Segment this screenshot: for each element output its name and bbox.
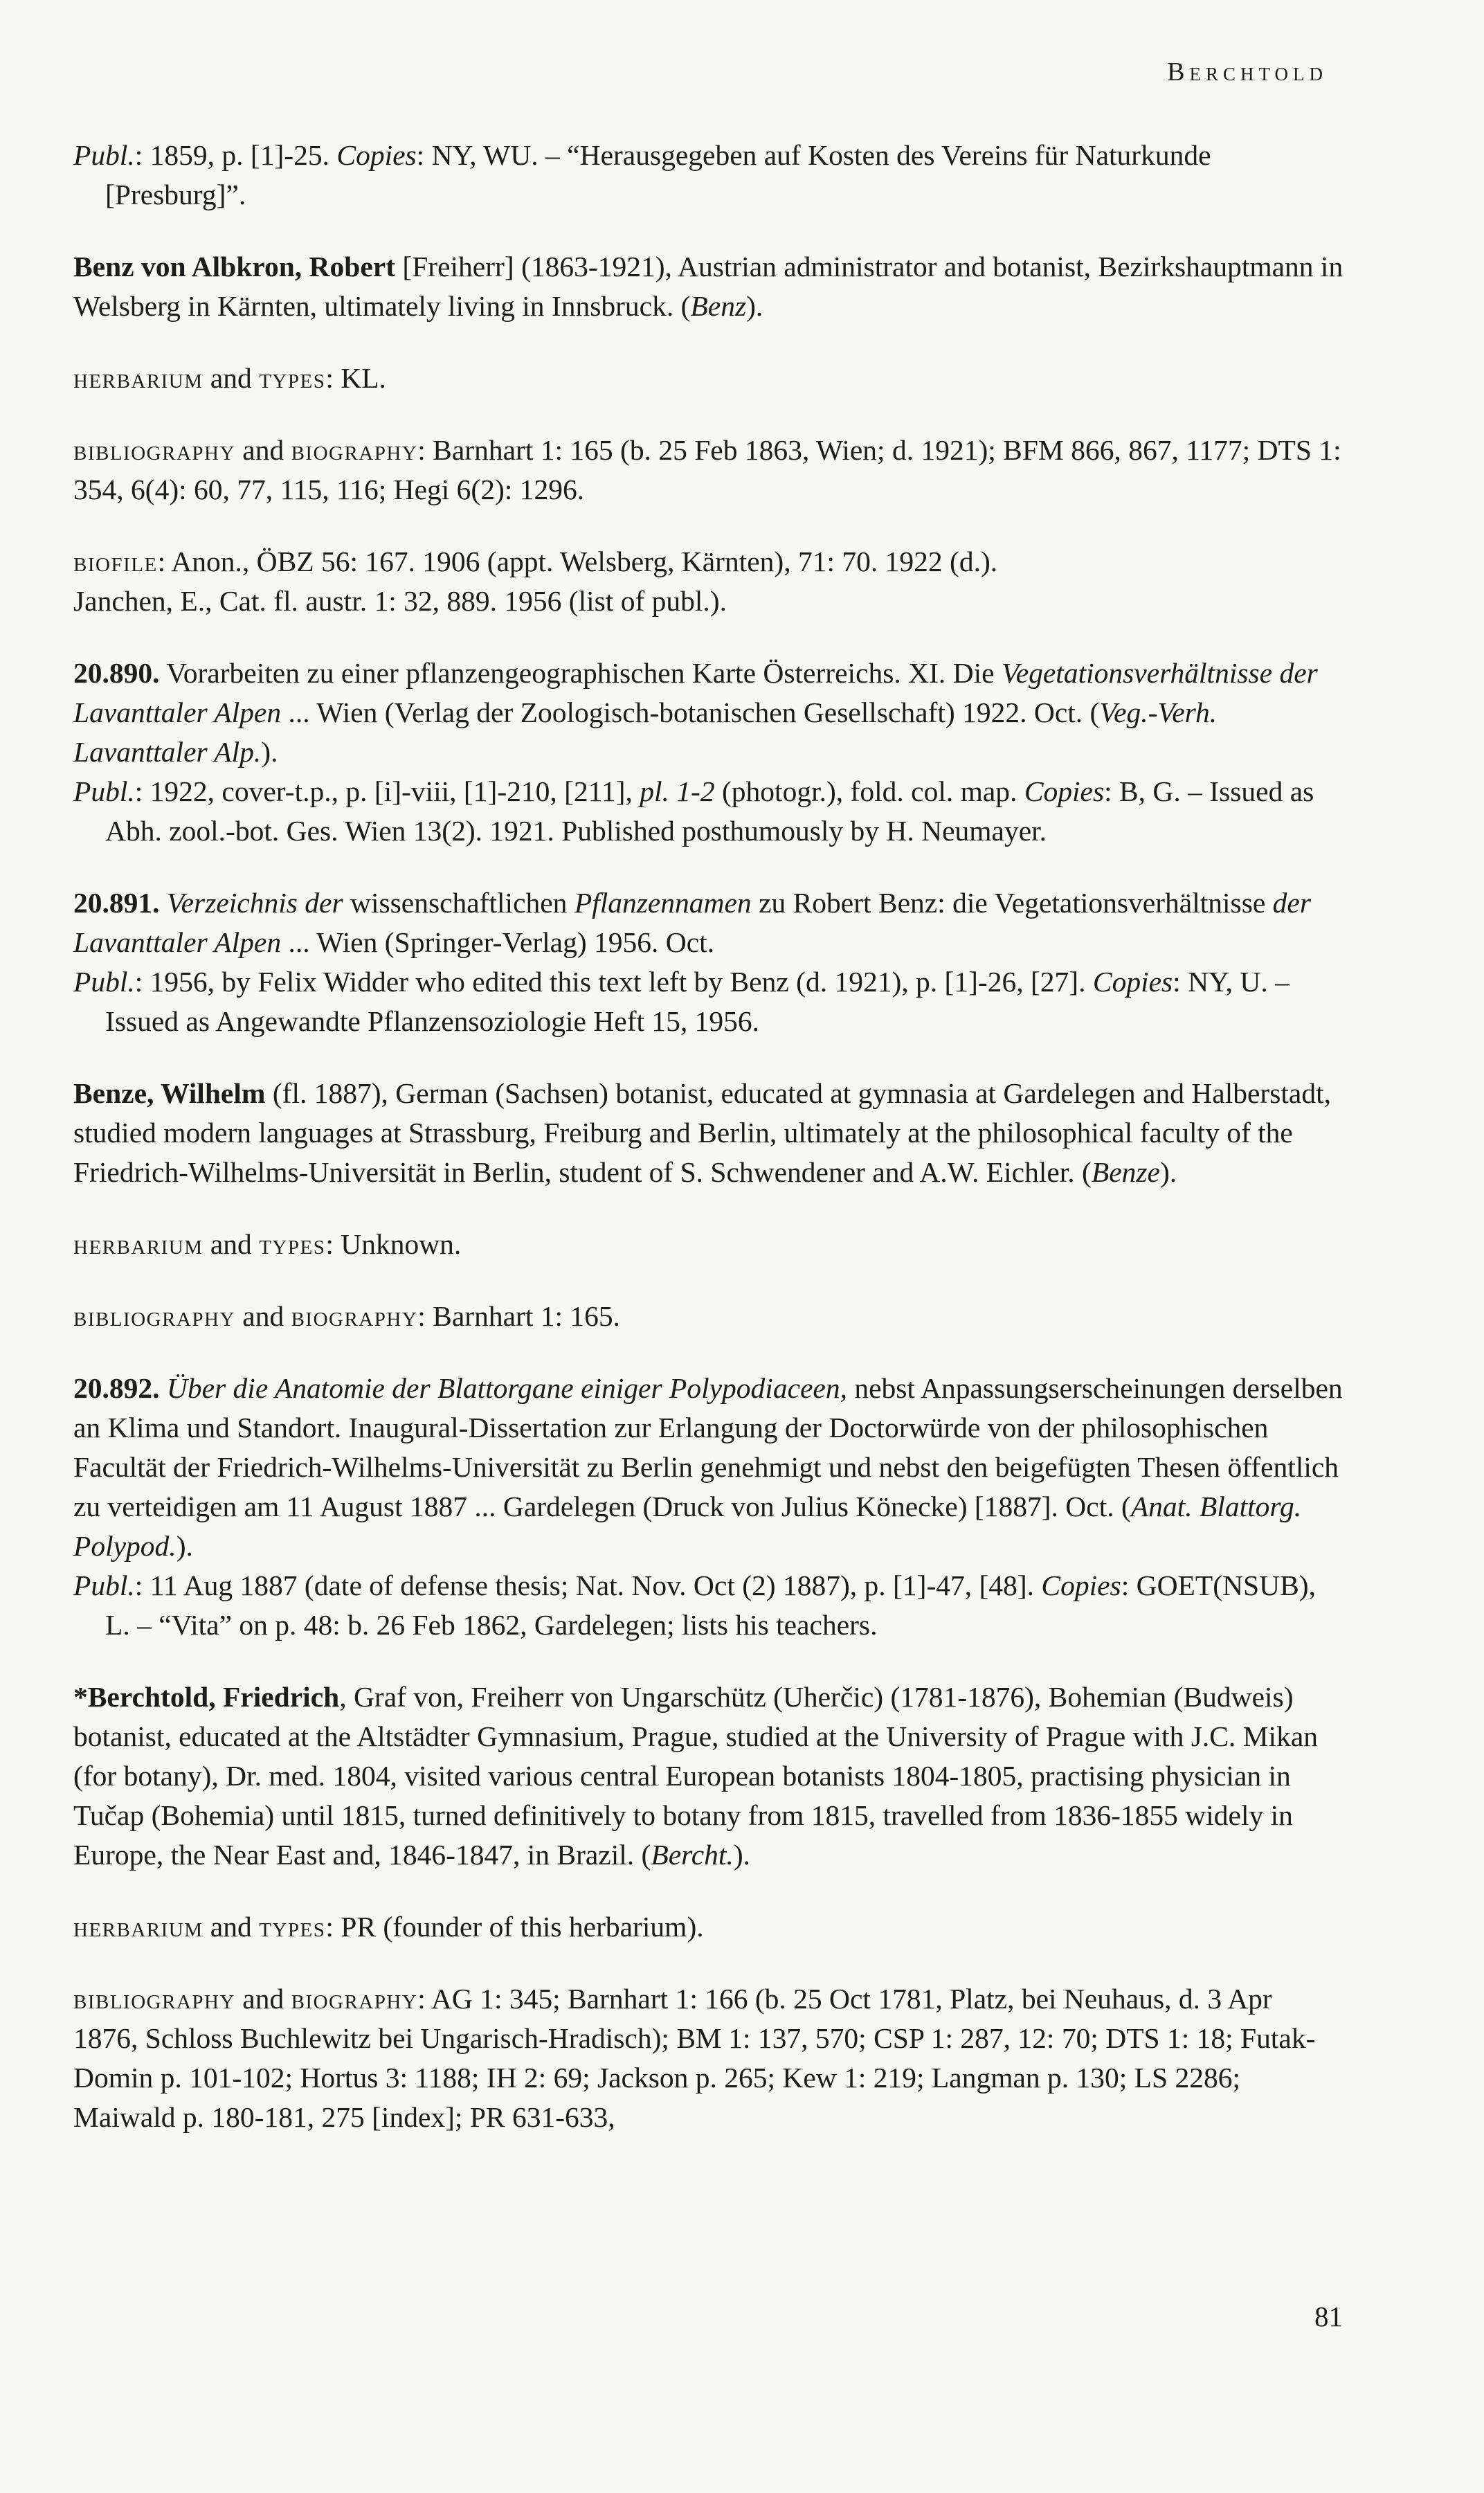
author-abbreviation: Bercht. bbox=[651, 1839, 734, 1871]
section-biofile: biofile: Anon., ÖBZ 56: 167. 1906 (appt. Welsberg, Kärnten), 71: 70. 1922 (d.). Janchen, E., Cat. fl. austr. 1: 32, 889. 1956 (list of publ.). bbox=[73, 546, 998, 617]
work-number: 20.890. bbox=[73, 657, 160, 689]
author-abbreviation: Benze bbox=[1091, 1156, 1160, 1188]
author-entry-benze: Benze, Wilhelm (fl. 1887), German (Sachsen) botanist, educated at gymnasia at Gardelegen and Halberstadt, studied modern languages at Strassburg, Freiburg and Berlin, ultimately at the philosophical faculty of the Friedrich-Wilhelms-Universität in Berlin, student of S. Schwendener and A.W. Eichler. (Benze). bbox=[73, 1077, 1331, 1188]
page-content bbox=[73, 136, 1343, 2170]
author-name: Benz von Albkron, Robert bbox=[73, 251, 396, 282]
publication-note: Publ.: 1859, p. [1]-25. Copies: NY, WU. – “Herausgegeben auf Kosten des Vereins für Naturkunde [Presburg]”. bbox=[73, 139, 1211, 210]
work-entry-20-890: 20.890. Vorarbeiten zu einer pflanzengeographischen Karte Österreichs. XI. Die Vegetationsverhältnisse der Lavanttaler Alpen ... Wien (Verlag der Zoologisch-botanischen Gesellschaft) 1922. Oct. (Veg.-Verh. Lavanttaler Alp.). Publ.: 1922, cover-t.p., p. [i]-viii, [1]-210, [211], pl. 1-2 (photogr.), fold. col. map. Copies: B, G. – Issued as Abh. zool.-bot. Ges. Wien 13(2). 1921. Published posthumously by H. Neumayer. bbox=[73, 657, 1318, 847]
publ-label: Publ. bbox=[73, 966, 135, 998]
publ-label: Publ. bbox=[73, 775, 135, 807]
publ-label: Publ. bbox=[73, 139, 135, 171]
section-herbarium-types: herbarium and types: PR (founder of this herbarium). bbox=[73, 1911, 704, 1943]
copies-label: Copies bbox=[1024, 775, 1105, 807]
section-bibliography-biography: bibliography and biography: Barnhart 1: 165. bbox=[73, 1300, 621, 1332]
work-entry-20-892: 20.892. Über die Anatomie der Blattorgane einiger Polypodiaceen, nebst Anpassungserscheinungen derselben an Klima und Standort. Inaugural-Dissertation zur Erlangung der Doctorwürde von der philosophischen Facultät der Friedrich-Wilhelms-Universität zu Berlin genehmigt und nebst den beigefügten Thesen öffentlich zu verteidigen am 11 August 1887 ... Gardelegen (Druck von Julius Könecke) [1887]. Oct. (Anat. Blattorg. Polypod.). Publ.: 11 Aug 1887 (date of defense thesis; Nat. Nov. Oct (2) 1887), p. [1]-47, [48]. Copies: GOET(NSUB), L. – “Vita” on p. 48: b. 26 Feb 1862, Gardelegen; lists his teachers. bbox=[73, 1372, 1343, 1641]
section-herbarium-types: herbarium and types: Unknown. bbox=[73, 1228, 462, 1260]
author-name: *Berchtold, Friedrich bbox=[73, 1681, 340, 1713]
author-abbreviation: Benz bbox=[690, 290, 747, 322]
author-name: Benze, Wilhelm bbox=[73, 1077, 266, 1109]
running-head: Berchtold bbox=[1167, 57, 1328, 87]
publ-label: Publ. bbox=[73, 1569, 135, 1601]
author-entry-benz: Benz von Albkron, Robert [Freiherr] (1863-1921), Austrian administrator and botanist, Bezirkshauptmann in Welsberg in Kärnten, ultimately living in Innsbruck. (Benz). bbox=[73, 251, 1343, 322]
section-bibliography-biography: bibliography and biography: AG 1: 345; Barnhart 1: 166 (b. 25 Oct 1781, Platz, bei Neuhaus, d. 3 Apr 1876, Schloss Buchlewitz bei Ungarisch-Hradisch); BM 1: 137, 570; CSP 1: 287, 12: 70; DTS 1: 18; Futak-Domin p. 101-102; Hortus 3: 1188; IH 2: 69; Jackson p. 265; Kew 1: 219; Langman p. 130; LS 2286; Maiwald p. 180-181, 275 [index]; PR 631-633, bbox=[73, 1983, 1316, 2133]
copies-label: Copies bbox=[1041, 1569, 1121, 1601]
section-herbarium-types: herbarium and types: KL. bbox=[73, 362, 386, 394]
copies-label: Copies bbox=[336, 139, 417, 171]
copies-label: Copies bbox=[1092, 966, 1173, 998]
section-bibliography-biography: bibliography and biography: Barnhart 1: 165 (b. 25 Feb 1863, Wien; d. 1921); BFM 866, 867, 1177; DTS 1: 354, 6(4): 60, 77, 115, 116; Hegi 6(2): 1296. bbox=[73, 434, 1341, 505]
page-number: 81 bbox=[1314, 2301, 1343, 2332]
work-number: 20.891. bbox=[73, 887, 160, 919]
work-entry-20-891: 20.891. Verzeichnis der wissenschaftlichen Pflanzennamen zu Robert Benz: die Vegetationsverhältnisse der Lavanttaler Alpen ... Wien (Springer-Verlag) 1956. Oct. Publ.: 1956, by Felix Widder who edited this text left by Benz (d. 1921), p. [1]-26, [27]. Copies: NY, U. – Issued as Angewandte Pflanzensoziologie Heft 15, 1956. bbox=[73, 887, 1311, 1037]
work-number: 20.892. bbox=[73, 1372, 160, 1404]
author-entry-berchtold: *Berchtold, Friedrich, Graf von, Freiherr von Ungarschütz (Uherčic) (1781-1876), Bohemian (Budweis) botanist, educated at the Altstädter Gymnasium, Prague, studied at the University of Prague with J.C. Mikan (for botany), Dr. med. 1804, visited various central European botanists 1804-1805, practising physician in Tučap (Bohemia) until 1815, turned definitively to botany from 1815, travelled from 1836-1855 widely in Europe, the Near East and, 1846-1847, in Brazil. (Bercht.). bbox=[73, 1681, 1318, 1871]
